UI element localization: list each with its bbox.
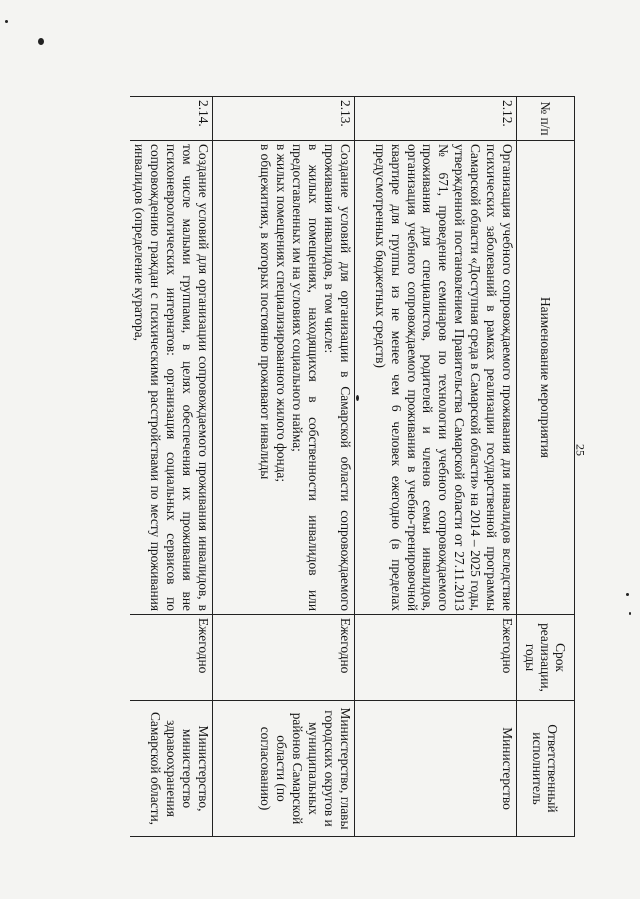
- column-header-name: Наименование мероприятия: [517, 141, 575, 615]
- row-number: 2.12.: [355, 97, 517, 141]
- table-row: [355, 97, 517, 837]
- activity-responsible: Министерство, главы городских округов и муниципальных районов Самарской области (по согласованию): [213, 701, 355, 837]
- row-number: 2.14.: [130, 97, 212, 141]
- column-header-term: Срок реализации, годы: [517, 615, 575, 701]
- activity-name-line: Создание условий для организации в Самарской области сопровождаемого проживания инвалидов, в том числе:: [322, 144, 353, 611]
- rotated-page: [132, 96, 575, 836]
- column-header-responsible: Ответственный исполнитель: [517, 701, 575, 837]
- row-number: 2.13.: [213, 97, 355, 141]
- activity-responsible: Министерство, министерство здравоохранения Самарской области,: [130, 701, 212, 837]
- activity-name-line: в общежитиях, в которых постоянно проживают инвалиды: [258, 144, 274, 480]
- page-number: 25: [573, 444, 588, 456]
- activity-term: Ежегодно: [355, 615, 517, 701]
- column-header-num: № п/п: [517, 97, 575, 141]
- activity-name: [213, 141, 355, 615]
- activity-name: Создание условий для организации сопровождаемого проживания инвалидов, в том числе малыми группами, в целях обеспечения их проживания вне психоневрологических интернатов: организация социальных сервисов по сопровождению граждан с психическими расстройствами по месту проживания инвалидов (определение куратора,: [130, 141, 212, 615]
- table-header-row: [517, 97, 575, 837]
- scan-speck: [626, 593, 629, 596]
- scan-speck: [629, 612, 631, 615]
- activities-table: [130, 96, 575, 837]
- activity-name: Организация учебного сопровождаемого проживания для инвалидов вследствие психических заболеваний в рамках реализации государственной программы Самарской области «Доступная среда в Самарской области» на 2014 – 2025 годы, утвержденной постановлением Правительства Самарской области от 27.11.2013 № 671, проведение семинаров по технологии учебного сопровождаемого проживания для специалистов, родителей и членов семьи инвалидов, организация учебного сопровождаемого проживания в учебно-тренировочной квартире для группы из не менее чем 6 человек ежегодно (в пределах предусмотренных бюджетных средств): [355, 141, 517, 615]
- activity-responsible: Министерство: [355, 701, 517, 837]
- table-row: [130, 97, 212, 837]
- activity-name-line: в жилых помещениях специализированного жилого фонда;: [274, 144, 290, 483]
- activity-term: Ежегодно: [213, 615, 355, 701]
- scan-speck: [5, 20, 8, 23]
- table-row: [213, 97, 355, 837]
- scan-speck: [38, 38, 44, 45]
- activity-name-line: в жилых помещениях, находящихся в собственности инвалидов или предоставленных им на условиях социального найма;: [290, 144, 322, 611]
- activity-term: Ежегодно: [130, 615, 212, 701]
